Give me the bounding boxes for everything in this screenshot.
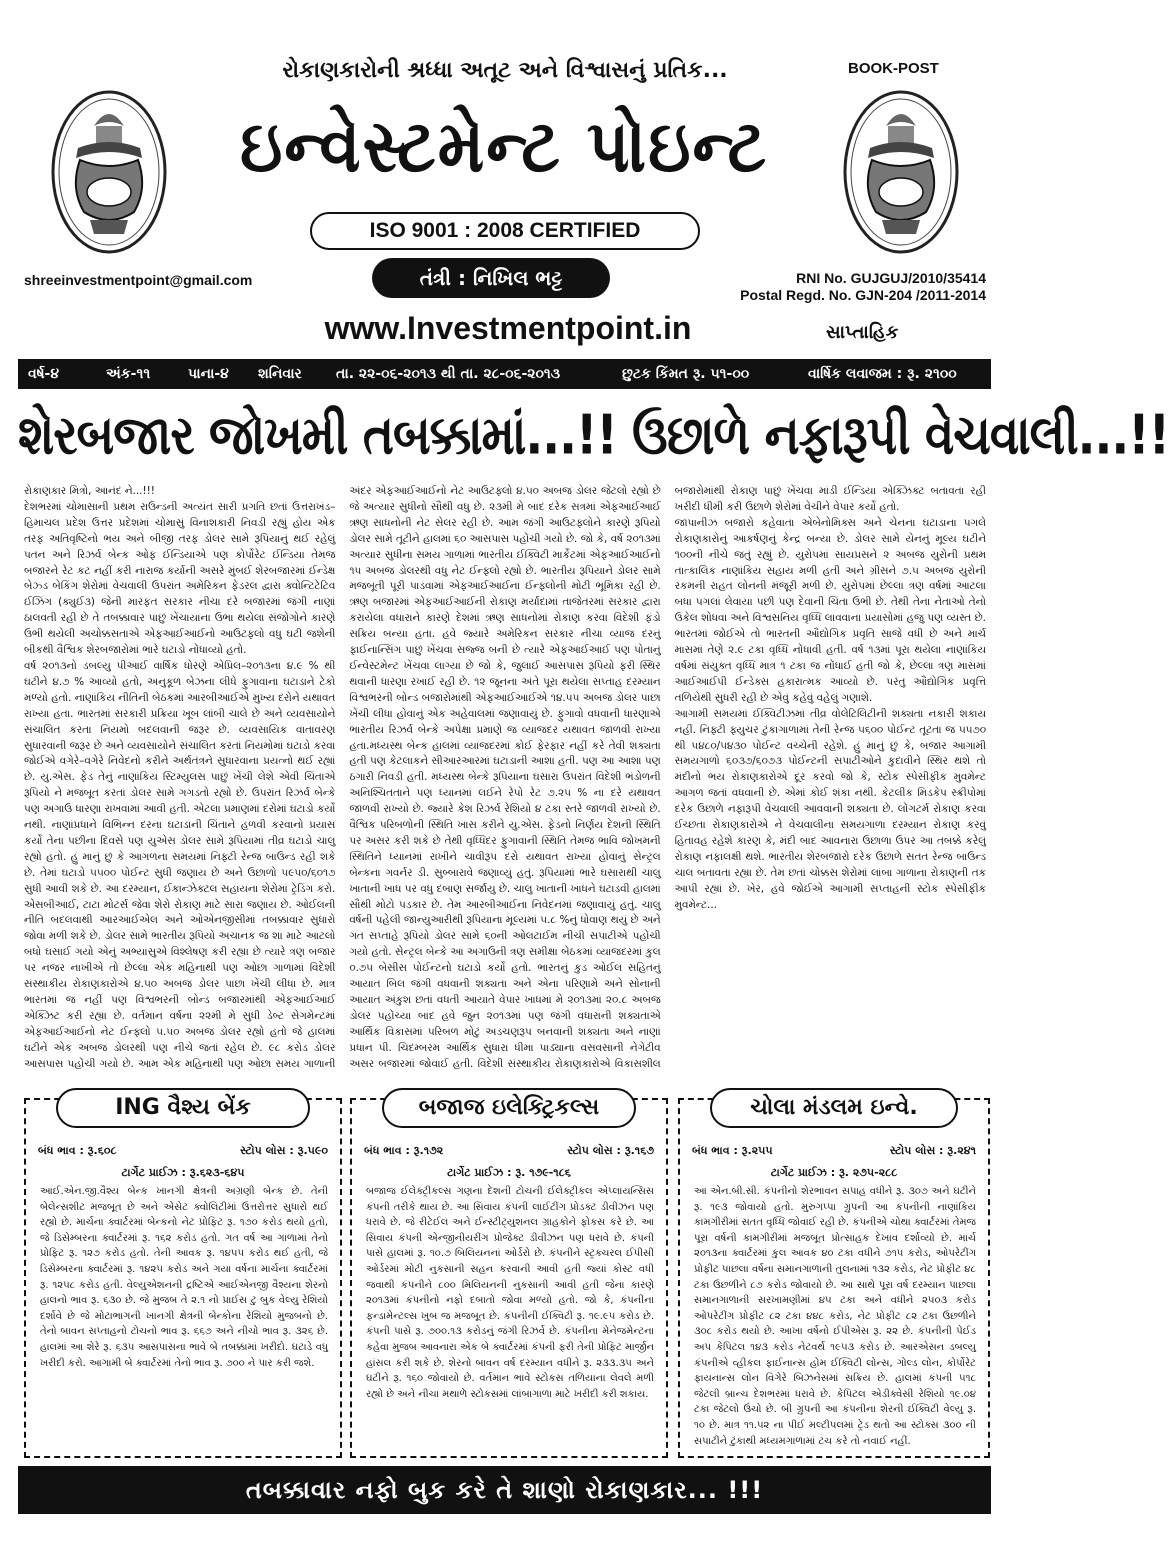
- stock-tip-box-bajaj-electricals: [350, 1095, 668, 1458]
- page-count: પાના-૪: [188, 366, 229, 382]
- lead-article: [24, 484, 986, 1084]
- issue-day: શનિવાર: [258, 366, 302, 382]
- article-greeting: રોકાણકાર મિત્રો, આનંદ ને...!!!: [24, 485, 155, 497]
- stock-tip-title: બજાજ ઇલેક્ટ્રિકલ્સ: [382, 1088, 636, 1128]
- stock-tip-text: આઈ.એન.જી.વૈશ્ય બેન્ક ખાનગી ક્ષેત્રની અગ્રણી બેન્ક છે. તેની બેલેન્સશીટ મજબૂત છે અને એસેટ ક્વોલિટીમાં ઉત્તરોત્તર સુધારો થઈ રહ્યો છે. માર્ચના ક્વાર્ટરમાં બેન્કનો નેટ પ્રોફિટ રૂ. ૧૭૦ કરોડ થયો હતો, જે ડિસેમ્બરના ક્વાર્ટરમાં રૂ. ૧૬૨ કરોડ હતો. ગત વર્ષ આ ગાળામાં તેનો પ્રોફિટ રૂ. ૧૨૭ કરોડ હતો. તેની આવક રૂ. ૧૪૫૫ કરોડ થઈ હતી, જે ડિસેમ્બરના ક્વાર્ટરમાં રૂ. ૧૪૨૫ કરોડ અને ગયા વર્ષના માર્ચના ક્વાર્ટરમાં રૂ. ૧૨૫૮ કરોડ હતી. વેલ્યુએશનની દ્રષ્ટિએ આઈએનજી વૈશ્યના શેરનો હાલનો ભાવ રૂ. ૬૩૦ છે. જે મુજબ તે ૨.૧ નો પ્રાઈસ ટુ બુક વેલ્યુ રેશિયો દર્શાવે છે જે મોટાભાગની ખાનગી ક્ષેત્રની બેન્કોના રેશિયો મુજબનો છે. તેનો બાવન સપ્તાહનો ટોચનો ભાવ રૂ. ૬૬૭ અને નીચો ભાવ રૂ. ૩૨૬ છે. હાલમાં આ શેરે રૂ. ૬૩૫ આસપાસના ભાવે બે તબક્કામાં ખરીદો. ઘટાડે વધુ ખરીદી કરો. આગામી બે ક્વાર્ટરમાં તેનો ભાવ રૂ. ૭૦૦ ને પાર કરી જશે.: [40, 1186, 328, 1369]
- website-link[interactable]: www.Investmentpoint.in: [324, 310, 692, 346]
- issue-dates: તા. ૨૨-૦૬-૨૦૧૩ થી તા. ૨૮-૦૬-૨૦૧૩: [336, 366, 561, 382]
- book-post-label: BOOK-POST: [848, 60, 939, 77]
- stop-loss: સ્ટોપ લોસ : રૂ.૨૪૧: [889, 1144, 976, 1157]
- stop-loss: સ્ટોપ લોસ : રૂ.૧૬૭: [567, 1144, 654, 1157]
- kalash-emblem-left: [50, 88, 168, 256]
- closing-price: બંધ ભાવ : રૂ.૧૭૨: [364, 1144, 444, 1157]
- newspaper-title: ઇન્વેસ્ટમેન્ટ પોઇન્ટ: [239, 104, 768, 189]
- rni-number: RNI No. GUJGUJ/2010/35414: [796, 270, 986, 286]
- issue-year: વર્ષ-૪: [28, 366, 60, 382]
- registration-info: [720, 270, 986, 304]
- article-paragraph: જાપાનીઝ બજારો કહેવાતા એબેનોમિક્સ અને ચેનના ઘટાડાના પગલે રોકાણકારોનું આકર્ષણનું કેન્દ્ર બન્યા છે. ડોલર સામે યેનનું મૂલ્ય ઘટીને ૧૦૦ની નીચે જતું રહ્યું છે. યુરોપમાં સાયપ્રસને ૨ અબજ યુરોની પ્રથમ તાત્કાલિક નાણાંકિય સહાય મળી હતી અને ગ્રીસને ૭.૫ અબજ યુરોની રકમની રાહત લોનની મંજૂરી મળી છે. યુરોપમાં છેલ્લા ત્રણ વર્ષમાં આટલા બધા પગલાં લેવાયા પછી પણ દેવાની ચિંતા ઉભી છે. તેથી તેના નેતાઓ તેનો ઉકેલ શોધવા અને વિશ્વસનિય વૃધ્ધિ લાવવાના પ્રયાસોમાં હજુ પણ વ્યસ્ત છે. ભારતમાં જોઈએ તો ભારતની ઔદ્યોગિક પ્રવૃતિ સાજે વધી છે અને માર્ચ માસમાં તેણે ૨.૯ ટકા વૃધ્ધિ નોંધાવી હતી. વર્ષ ૧૩માં પૂરા થયેલા નાણાંકિય વર્ષમાં સંયુક્ત વૃધ્ધિ માત્ર ૧ ટકા જ નોંધાઈ હતી જો કે, છેલ્લા ત્રણ માસમાં આઈઆઈપી ઈન્ડેક્સ હકારાત્મક આવ્યો છે. પરંતુ ઔદ્યોગિક પ્રવૃત્તિ તળિયેથી સુધરી રહી છે એવું કહેવું વહેલું ગણાશે.: [674, 516, 986, 704]
- kalash-emblem-right: [842, 88, 960, 256]
- annual-subscription: વાર્ષિક લવાજમ : રૂ. ૨૧૦૦: [808, 366, 957, 382]
- issue-info-bar: [18, 359, 991, 389]
- stock-tip-title: ચોલા મંડલમ ઇન્વે.: [710, 1088, 958, 1128]
- single-copy-price: છુટક કિંમત રૂ. ૫૧-૦૦: [622, 366, 750, 382]
- stock-tip-box-ing-vysya: [24, 1095, 342, 1458]
- footer-slogan: તબક્કાવાર નફો બુક કરે તે શાણો રોકાણકાર... !!!: [18, 1466, 991, 1514]
- iso-certification-badge: ISO 9001 : 2008 CERTIFIED: [310, 212, 700, 250]
- article-paragraph: દેશભરમાં ચોમાસાની પ્રથમ રાઉન્ડની અત્યંત સારી પ્રગતિ છતાં ઉત્તરાખંડ–હિમાચલ પ્રદેશ ઉત્તર પ્રદેશમાં ચોમાસું વિનાશકારી નિવડી રહ્યું હોય એક તરફ અતિવૃષ્ટિનો ભય અને બીજી તરફ ડોલર સામે રૂપિયાનું થઈ રહેલું પતન અને રિઝર્વ બેન્ક ઓફ ઈન્ડિયાએ પણ કોર્પોરેટ ઈન્ડિયા તેમજ બજારને રેટ કટ નહીં કરી નારાજ કર્યાની અસરે મુંબઈ શેરબજારમાં ઈન્ડેક્ષ બેઝ્ડ બેકિંગ શેરોમાં વેચવાલી ઉપરાંત અમેરિકન ફેડરલ દ્વારા ક્વોન્ટિટેટિવ ઈઝિંગ (ક્યુઈ૩) જેની મારફત સરકાર નીચા દરે બજારમાં જંગી નાણાં ઠાલવતી રહી છે તે તબક્કાવાર પાછું ખેંચાયાના ઉભા થયેલા સંજોગોને કારણે ઉભી થયેલી અચોક્કસતાએ એફઆઈઆઈનો આઉટફ્લો વધુ ઘટી જશેની બીકથી વૈશ્વિક શેરબજારોમાં ભારે ઘટાડો નોંધાવ્યો હતો.: [24, 500, 336, 657]
- postal-registration: Postal Regd. No. GJN-204 /2011-2014: [740, 287, 986, 303]
- target-price: ટાર્ગેટ પ્રાઈઝ : રૂ. ૧૭૯-૧૮૬: [447, 1166, 571, 1179]
- kalash-icon: [842, 88, 960, 256]
- stock-tip-text: બજાજ ઈલેક્ટ્રીકલ્સ ગણના દેશની ટોચની ઈલેક્ટ્રીકલ એપ્લાયન્સિસ કંપની તરીકે થાય છે. આ સિવાય કંપની લાઈટીંગ પ્રોડક્ટ ડીવીઝન પણ ધરાવે છે. જે રીટેઈલ અને ઈન્સ્ટીટ્યુશનલ ગ્રાહકોને ફોકસ કરે છે. આ સિવાય કંપની એન્જીનીયરીંગ પ્રોજેક્ટ ડીવીઝન પણ ધરાવે છે. કંપની પાસે હાલમાં રૂ. ૧૦.૭ બિલિયનનાં ઓર્ડરો છે. કંપનીને સ્ટ્રક્ચરલ ઈપીસી ઓર્ડરમાં મોટી નુકસાની સહન કરવાની આવી હતી જ્યાં કોસ્ટ વધી જવાથી કંપનીને ૮૦૦ મિલિયનની નુકસાની આવી હતી જેના કારણે ૨૦૧૩માં કંપનીનો નફો દબાતો જોવા મળ્યો હતો. જો કે, કંપનીના ફન્ડામેન્ટલ્સ ખુબ જ મજબૂત છે. કંપનીની ઈક્વિટી રૂ. ૧૯.૯૫ કરોડ છે. કંપની પાસે રૂ. ૭૦૦.૧૩ કરોડનું જંગી રિઝર્વ છે. કંપનીના મેનેજમેન્ટના કહેવા મુજબ આવનારા એક બે ક્વાર્ટરમાં કંપની ફરી તેની પ્રોફિટ માર્જીન હાંસલ કરી શકે છે. શેરનો બાવન વર્ષ દરમ્યાન વધીને રૂ. ૨૩૩.૩૫ અને ઘટીને રૂ. ૧૬૦ જોવાયો છે. વર્તમાન ભાવે સ્ટોકસ તળિયાના લેવલે મળી રહ્યો છે અને નીચા મથાળે સ્ટોકસમાં લાંબાગાળા માટે ખરીદી કરી શકાય.: [366, 1186, 654, 1400]
- contact-email[interactable]: shreeinvestmentpoint@gmail.com: [24, 272, 253, 288]
- frequency-label: સાપ્તાહિક: [826, 322, 899, 343]
- closing-price: બંધ ભાવ : રૂ.૨૫૫: [692, 1144, 773, 1157]
- stock-tip-title: ING વૈશ્ય બેંક: [56, 1088, 310, 1128]
- target-price: ટાર્ગેટ પ્રાઈઝ : રૂ. ૨૭૫-૨૮૮: [770, 1166, 898, 1179]
- target-price: ટાર્ગેટ પ્રાઈઝ : રૂ.૬૨૩-૬૪૫: [121, 1166, 245, 1179]
- stock-price-row: [692, 1144, 976, 1158]
- kalash-icon: [50, 88, 168, 256]
- stock-price-row: [38, 1144, 328, 1158]
- main-headline: શેરબજાર જોખમી તબક્કામાં...!! ઉછાળે નફારૂપી વેચવાલી...!!: [18, 403, 1169, 468]
- issue-number: અંક-૧૧: [106, 366, 151, 382]
- stock-tip-box-chola-mandalam: [678, 1095, 990, 1458]
- editor-badge: તંત્રી : નિખિલ ભટ્ટ: [372, 258, 610, 298]
- article-paragraph: આગામી સમયમાં ઈક્વિટીઝમાં તીવ્ર વોલેટિલિટીની શક્યતા નકારી શકાય નહીં. નિફ્ટી ફ્યુચર ટુંકાગાળામાં તેની રેન્જ ૫૬૦૦ પોઈન્ટ તૂટતા જ ૫૫૭૦ થી ૫૪૮૦/૫૪૩૦ પોઈન્ટ વચ્ચેની રહેશે. હું માનું છું કે, બજાર આગામી સમયગાળો ૬૦૩૭/૬૦૭૩ પોઈન્ટની સપાટીઓને કુદાવીને સ્થિર થશે તો મંદીનો ભય રોકાણકારોએ દૂર કરવો જો કે, સ્ટોક સ્પેસીફીક મુવમેન્ટ આગળ જતાં વધવાની છે. એમાં કોઈ શંકા નથી. કેટલીક મિડકેપ સ્ક્રીપોમાં દરેક ઉછાળે નફારૂપી વેચવાલી આવવાની શક્યતા છે. લોંગટર્મ રોકાણ કરવા ઈચ્છતા રોકાણકારોએ ને વેચવાલીના સમયગાળા દરમ્યાન રોકાણ કરવું હિતાવહ રહેશે કારણ કે, મંદી બાદ આવનારા ઉછાળા ઉપર આ તબક્કે કરેલું રોકાણ નફાલક્ષી થશે. ભારતીય શેરબજારો દરેક ઉછાળે સતત રેન્જ બાઉન્ડ ચાલ બતાવતા રહ્યા છે. તેમ છતાં ચોક્કસ શેરોમાં લાંબા ગાળાના રોકાણની તક આપી રહ્યાં છે. ખેર, હવે જોઈએ આગામી સપ્તાહની સ્ટોક સ્પેસીફીક મુવમેન્ટ...: [674, 707, 986, 911]
- closing-price: બંધ ભાવ : રૂ.૬૦૮: [38, 1144, 117, 1157]
- stop-loss: સ્ટોપ લોસ : રૂ.૫૯૦: [240, 1144, 328, 1157]
- stock-tip-text: આ એન.બી.સી. કંપનીનો શેરભાવન સપાહ વધીને રૂ. ૩૦૭ અને ઘટીને રૂ. ૧૯૩ જોવાયો હતો. મુરુગપ્પા ગ્રુપની આ કંપનીની નાણાંકિય કામગીરીમાં સતત વૃધ્ધિ જોવાઈ રહી છે. કંપનીએ ચોથા ક્વાર્ટરમાં તેમજ પૂરા વર્ષની કામગીરીમાં મજબૂત પ્રોત્સાહક દેખાવ દર્શાવ્યો છે. માર્ચ ૨૦૧૩ના ક્વાર્ટરમાં કુલ આવક ૪૦ ટકા વધીને ૭૧૫ કરોડ, ઓપરેટીંગ પ્રોફીટ પાછલા વર્ષના સમાનગાળાની તુલનામાં ૧૩૨ કરોડ, નેટ પ્રોફીટ ૪૮ ટકા ઉછળીને ૮૭ કરોડ જોવાયો છે. આ સાથે પૂરા વર્ષ દરમ્યાન પાછલા સમાનગાળાની સરખામણીમાં ૪૫ ટકા અને વધીને ૨૫૦૩ કરોડ ઓપરેટીંગ પ્રોફીટ ૮૨ ટકા ૪૪૮ કરોડ, નેટ પ્રોફીટ ૮૨ ટકા ઉછળીને ૩૦૮ કરોડ થયો છે. આખા વર્ષનો ઈપીએસ રૂ. ૨૨ છે. કંપનીની પેઈડ અપ કેપિટલ ૧૪૩ કરોડ નેટવર્થ ૧૯૫૩ કરોડ છે. આરએસન ડબલ્યુ કંપનીએ વ્હીકલ ફાઈનાન્સ હોમ ઈક્વિટી લોન્સ, ગોલ્ડ લોન, કોર્પોરેટ ફાયનાન્સ લોન વિગેરે બિઝનેસમાં સક્રિય છે. હાલમાં કંપની ૫૧૮ જેટલી બ્રાન્ચ દેશભરમાં ધરાવે છે. કેપિટલ એડીક્વેસી રેશિયો ૧૯.૦૪ ટકા જેટલો ઉંચો છે. બી ગ્રુપની આ કંપનીના શેરની ઈક્વિટી વેલ્યુ રૂ. ૧૦ છે. માત્ર ૧૧.૫૨ ના પીઈ મલ્ટીપલમાં ટ્રેડ થતો આ સ્ટોક્સ ૩૦૦ ની સપાટીને ટુંકાથી મધ્યમગાળામાં ટચ કરે તો નવાઈ નહીં.: [694, 1186, 976, 1447]
- stock-price-row: [364, 1144, 654, 1158]
- article-paragraph: વર્ષ ૨૦૧૩નો ડબલ્યુ પીઆઈ વાર્ષિક ધોરણે એપ્રિલ–૨૦૧૩ના ૪.૯ % થી ઘટીને ૪.૭ % આવ્યો હતો, અનુકૂળ બેઝના લીધે ફુગાવાના ઘટાડાને ટેકો મળ્યો હતો. નાણાંકિય નીતિની બેઠકમાં આરબીઆઈએ મુખ્ય દરોને યથાવત રાખ્યા હતા. ભારતમાં સરકારી પ્રક્રિયા ખૂબ લાંબી ચાલે છે અને વ્યવસાયોને સંચાલિત કરતા નિયમો બદલવાની જરૂર છે. વ્યવસાયિક વાતાવરણ સુધારવાની જરૂર છે અને વ્યવસાયોને સંચાલિત કરતાં નિયમોમાં ઘટાડો કરવા જોઈએ વગેરે–વગેરે નિવેદનો કરીને અર્થતંત્રને સુધારવાના પ્રયત્નો થઈ રહ્યાં છે. યુ.એસ. ફેડ તેનું નાણાંકિય સ્ટિમ્યુલસ પાછું ખેંચી લેશે એવી ચિંતાએ રૂપિયો ને મજબૂત કરતાં ડોલર સામે ગગડતો રહ્યો છે. ઉપરાંત રિઝર્વ બેન્કે પણ અગાઉ ધારણા રાખવામાં આવી હતી. એટલા પ્રમાણમાં દરોમાં ઘટાડો કર્યો નથી. નાણાંપ્રધાને વિભિન્ન દરના ઘટાડાની ચિંતાને હળવી કરવાનો પ્રયાસ કર્યો તેના પછીના દિવસે પણ યુએસ ડોલર સામે રૂપિયામાં તીવ્ર ઘટાડો ચાલુ રહ્યો હતો. હું માનું છું કે આગળના સમયમાં નિફ્ટી રેન્જ બાઉન્ડ રહી શકે છે. તેમાં ઘટાડો ૫૫૦૦ પોઈન્ટ સુધી જણાય છે અને ઉછાળો ૫૯૫૦/૬૦૧૭ સુધી આવી શકે છે. આ દરમ્યાન, ઈકાન્ઝેક્ટલ સહાયના શેરોમાં ટ્રેડિંગ કરો. એસબીઆઈ, ટાટા મોટર્સ જેવા શેરો રોકાણ માટે સારા જણાય છે. ઓઈલની નીતિ બદલવાથી આરઆઈએલ અને ઓએનજીસીમાં તબક્કાવાર સુધારો જોવા મળી શકે છે. ડોલર સામે ભારતીય રૂપિયો અચાનક જ શા માટે આટલો બધો ઘસાઈ ગયો એનું અભ્યાસુએ વિશ્લેષણ કરી રહ્યા છે ત્યારે ત્રણ બજાર પર નજર નાખીએ તો છેલ્લા એક મહિનાથી પણ ઓછા ગાળામાં વિદેશી સંસ્થાકીય રોકાણકારોએ ૪.૫૦ અબજ ડોલર પાછા ખેંચી લીધા છે. માત્ર ભારતમાં જ નહીં પણ વિશ્વભરની બોન્ડ બજારમાંથી એફઆઈઆઈ એક્ઝિટ કરી રહ્યા છે. વર્તમાન વર્ષના ૨૨મી મે સુધી ડેબ્ટ સેગમેન્ટમાં એફઆઈઆઈનો નેટ ઈન્ફ્લો ૫.૫૦ અબજ ડોલર રહ્યો હતો જે હાલમાં ઘટીને એક અબજ ડોલરથી પણ નીચે જતાં રહેલ છે. ૯૮ કરોડ ડોલર આસપાસ પહોંચી ગયો છે. આમ એક મહિનાથી પણ ઓછા સમય ગાળાની અંદર એફઆઈઆઈનો નેટ આઉટફ્લો ૪.૫૦ અબજ ડોલર જેટલો રહ્યો છે જે અત્યાર સુધીનો સૌથી વધુ છે. ૨૩મી મે બાદ દરેક સત્રમાં એફઆઈઆઈ ઋણ સાધનોની નેટ સેલર રહી છે. આમ જંગી આઉટફ્લોને કારણે રૂપિયો ડોલર સામે તૂટીને હાલમાં ૬૦ આસપાસ પહોંચી ગયો છે. જો કે, વર્ષ ૨૦૧૩માં અત્યાર સુધીના સમય ગાળામાં ભારતીય ઈક્વિટી માર્કેટમાં એફઆઈઆઈનો ૧૫ અબજ ડોલરથી વધુ નેટ ઈન્ફ્લો રહ્યો છે. ભારતીય રૂપિયાને ડોલર સામે મજબૂતી પૂરી પાડવામાં એફઆઈઆઈના ઈન્ફ્લોની મોટી ભૂમિકા રહી છે. ઋણ બજારમાં એફઆઈઆઈની રોકાણ મર્યાદામાં તાજેતરમાં સરકાર દ્વારા કરાયેલા વધારાને કારણે દેશમાં ઋણ સાધનોમાં રોકાણ કરવા વિદેશી ફંડો સક્રિય બન્યા હતા. હવે જ્યારે અમેરિકન સરકાર નીચા વ્યાજ દરનું ફાઈનાન્સિંગ પાછું ખેંચવા સજ્જ બની છે ત્યારે એફઆઈઆઈ પણ પોતાનું ઈન્વેસ્ટમેન્ટ ખેંચવા લાગ્યા છે જો કે, જુલાઈ આસપાસ રૂપિયો ફરી સ્થિર થવાની ધારણા રખાઈ રહી છે. ૧૨ જૂનના અંતે પૂરા થયેલા સપ્તાહ દરમ્યાન વિશ્વભરની બોન્ડ બજારોમાંથી એફઆઈઆઈએ ૧૪.૫૫ અબજ ડોલર પાછા ખેંચી લીધા હોવાનું એક અહેવાલમાં જણાવાયું છે. ફુગાવો વધવાની ધારણાએ ભારતીય રિઝર્વ બેન્કે અપેક્ષા પ્રમાણે જ વ્યાજદર યથાવત જાળવી રાખ્યા હતા.મધ્યસ્થ બેન્ક હાલમાં વ્યાજદરમાં કોઈ ફેરફાર નહીં કરે તેવી શક્યતા હતી પણ કેટલાકને સીઆરઆરમાં ઘટાડાની આશા હતી. પણ આ આશા પણ ઠગારી નિવડી હતી. મધ્યસ્થ બેન્કે રૂપિયાના ઘસારા ઉપરાંત વિદેશી ભંડોળની અનિશ્ચિતતાને પણ ધ્યાનમાં લઈને રેપો રેટ ૭.૨૫ % ના દરે યથાવત જાળવી રાખ્યો છે. જ્યારે કેશ રિઝર્વ રેશિયો ૪ ટકા સ્તરે જાળવી રાખ્યો છે. વૈશ્વિક પરિબળોની સ્થિતિ ખાસ કરીને યુ.એસ. ફેડનો નિર્ણય દેશની સ્થિતિ પર અસર કરી શકે છે તેથી વૃધ્ધિદર ફુગાવાની સ્થિતિ તેમજ ભાવિ જોખમની સ્થિતિને ધ્યાનમાં રાખીને ચાવીરૂપ દરો યથાવત રાખ્યા હોવાનું સેન્ટ્રલ બેન્કના ગવર્નર ડી. સુબ્બારાવે જણાવ્યું હતું. રૂપિયામાં ભારે ઘસારાથી ચાલુ ખાતાની ખાધ પર વધુ દબાણ સર્જાયુ છે. ચાલુ ખાતાની ખાધને ઘટાડવી હાલમાં સૌથી મોટો પડકાર છે. તેમ આરબીઆઈના નિવેદનમાં જણાવાયું હતું. ચાલુ વર્ષની પહેલી જાન્યુઆરીથી રૂપિયાના મૂલ્યમાં ૫.૮ %નું ધોવાણ થયું છે અને ગત સપ્તાહે રૂપિયો ડોલર સામે ૬૦ની ઓલટાઈમ નીચી સપાટીએ પહોંચી ગયો હતો. સેન્ટ્રલ બેન્કે આ અગાઉની ત્રણ સમીક્ષા બેઠકમાં વ્યાજદરમાં કુલ ૦.૭૫ બેસીસ પોઈન્ટનો ઘટાડો કર્યો હતો. ભારતનું કુડ ઓઈલ સહિતનું આયાત બિલ જંગી વધવાની શક્યતા અને એના પરિણામે અને સોનાની આયાત અંકુશ છતાં વધતી આયાતે વેપાર ખાધમાં મે ૨૦૧૩માં ૨૦.૮ અબજ ડોલર પહોંચ્યા બાદ હવે જુન ૨૦૧૩માં પણ જંગી વધારાની શક્યતાએ આર્થિક વિકાસમાં પરિબળ મોટું અડચણરૂપ બનવાની શક્યતા અને નાણાં પ્રધાન પી. ચિદમ્બરમ આર્થિક સુધારા ધીમા પાડ્યાના વસવસાની નેગેટીવ અસર બજારમાં જોવાઈ હતી. વિદેશી સંસ્થાકીય રોકાણકારોએ વિકાસશીલ બજારોમાંથી રોકાણ પાછું ખેંચવા માંડી ઈન્ડિયા એક્ઝિક્ટ બતાવતા રહી ખરીદી ધીમી કરી ઉછાળે શેરોમાં વેચીને વેપાર કર્યો હતો.: [24, 485, 986, 1070]
- masthead-tagline: રોકાણકારોની શ્રધ્ધા અતૂટ અને વિશ્વાસનું પ્રતિક...: [282, 58, 728, 83]
